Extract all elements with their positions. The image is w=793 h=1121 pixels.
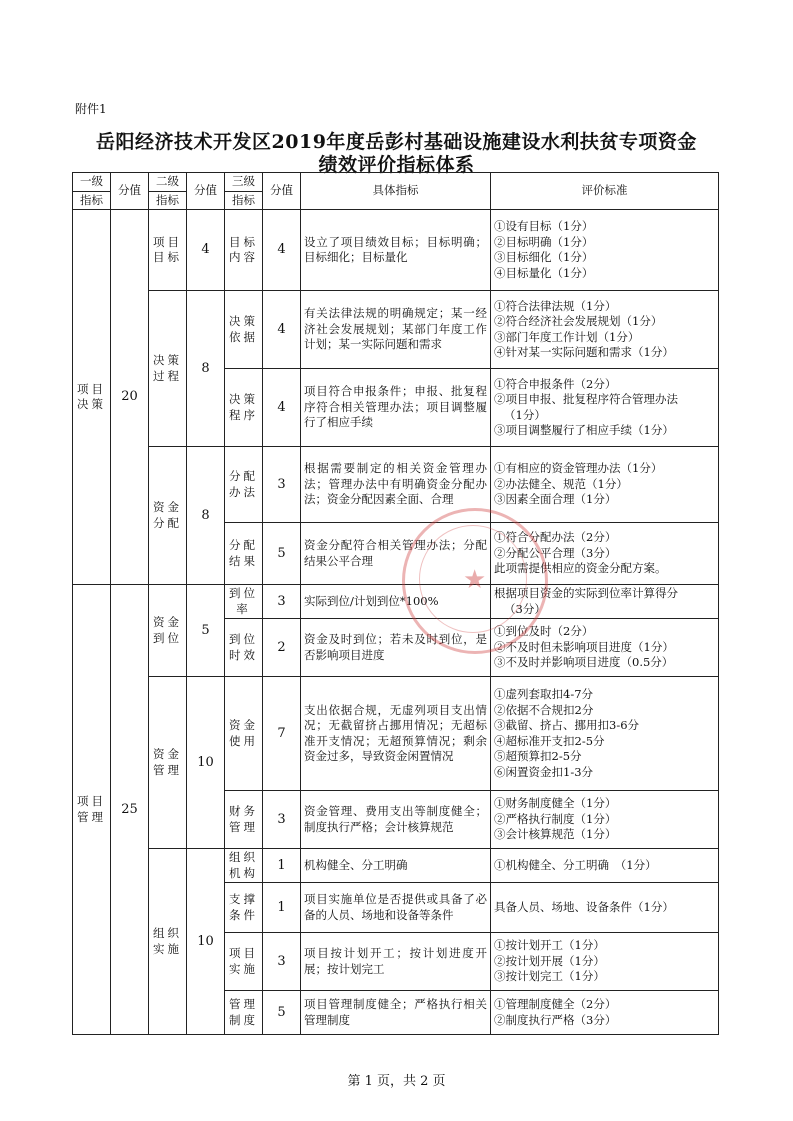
level2-cell: 资金到位 — [149, 585, 187, 677]
level3-score-cell: 3 — [263, 585, 301, 619]
level3-cell: 管理制度 — [225, 991, 263, 1035]
criteria-line: ②不及时但未影响项目进度（1分） — [494, 639, 674, 654]
criteria-line: ③目标细化（1分） — [494, 250, 594, 265]
level3-score-cell: 1 — [263, 849, 301, 883]
level2-score-cell: 4 — [187, 210, 225, 291]
level3-cell: 支撑条件 — [225, 883, 263, 933]
criteria-line: ④目标量化（1分） — [494, 265, 594, 280]
criteria-line: （1分） — [504, 407, 546, 422]
level3-score-cell: 4 — [263, 210, 301, 291]
level2-score-cell: 10 — [187, 677, 225, 849]
criteria-line: ③会计核算规范（1分） — [494, 827, 617, 842]
criteria-cell — [491, 291, 719, 369]
level1-score-cell: 20 — [111, 210, 149, 585]
level3-score-cell: 5 — [263, 523, 301, 585]
level3-cell: 财务管理 — [225, 791, 263, 849]
header-evaluation-criteria: 评价标准 — [491, 173, 719, 210]
level3-cell: 项目实施 — [225, 933, 263, 991]
specific-indicator-cell: 支出依据合规，无虚列项目支出情况；无截留挤占挪用情况；无超标准开支情况；无超预算情况；剩余资金过多，导致资金闲置情况 — [301, 677, 491, 791]
level3-score-cell: 3 — [263, 791, 301, 849]
header-level2-bottom: 指标 — [149, 191, 187, 210]
header-level2-top: 二级 — [149, 173, 187, 192]
criteria-line: ①管理制度健全（2分） — [494, 997, 617, 1012]
level3-cell: 资金使用 — [225, 677, 263, 791]
level2-cell: 资金管理 — [149, 677, 187, 849]
criteria-cell — [491, 585, 719, 619]
header-level1-bottom: 指标 — [73, 191, 111, 210]
criteria-cell — [491, 883, 719, 933]
level3-cell: 决策依据 — [225, 291, 263, 369]
criteria-cell — [491, 523, 719, 585]
level3-cell: 到位时效 — [225, 619, 263, 677]
seal-star-icon: ★ — [463, 565, 487, 595]
table-row — [73, 291, 719, 369]
criteria-line: ③因素全面合理（1分） — [494, 492, 617, 507]
attachment-label: 附件1 — [75, 102, 107, 116]
criteria-line: ①机构健全、分工明确 （1分） — [494, 857, 657, 872]
criteria-line: ②制度执行严格（3分） — [494, 1012, 617, 1027]
criteria-line: ③截留、挤占、挪用扣3-6分 — [494, 718, 640, 733]
table-row — [73, 447, 719, 523]
specific-indicator-cell: 资金管理、费用支出等制度健全；制度执行严格；会计核算规范 — [301, 791, 491, 849]
specific-indicator-cell: 项目按计划开工；按计划进度开展；按计划完工 — [301, 933, 491, 991]
criteria-line: ②按计划开展（1分） — [494, 953, 605, 968]
table-row — [73, 677, 719, 791]
specific-indicator-cell: 实际到位/计划到位*100% — [301, 585, 491, 619]
level2-cell: 决策过程 — [149, 291, 187, 447]
criteria-line: ①符合法律法规（1分） — [494, 298, 617, 313]
level3-score-cell: 7 — [263, 677, 301, 791]
level1-cell: 项目管理 — [73, 585, 111, 1035]
evaluation-index-table — [72, 172, 719, 1035]
header-level3-bottom: 指标 — [225, 191, 263, 210]
criteria-line: ②严格执行制度（1分） — [494, 811, 617, 826]
level3-score-cell: 4 — [263, 291, 301, 369]
level3-score-cell: 3 — [263, 933, 301, 991]
criteria-line: ②办法健全、规范（1分） — [494, 476, 628, 491]
criteria-cell — [491, 447, 719, 523]
level3-score-cell: 3 — [263, 447, 301, 523]
table-row — [73, 849, 719, 883]
criteria-line: ②符合经济社会发展规划（1分） — [494, 314, 663, 329]
criteria-line: 此项需提供相应的资金分配方案。 — [494, 561, 667, 576]
level3-cell: 组织机构 — [225, 849, 263, 883]
criteria-line: ①按计划开工（1分） — [494, 938, 605, 953]
level3-cell: 分配结果 — [225, 523, 263, 585]
criteria-line: ①虚列套取扣4-7分 — [494, 687, 594, 702]
criteria-line: 具备人员、场地、设备条件（1分） — [494, 899, 674, 914]
specific-indicator-cell: 项目符合申报条件；申报、批复程序符合相关管理办法；项目调整履行了相应手续 — [301, 369, 491, 447]
document-title: 岳阳经济技术开发区2019年度岳彭村基础设施建设水利扶贫专项资金 — [96, 131, 697, 153]
specific-indicator-cell: 资金及时到位；若未及时到位，是否影响项目进度 — [301, 619, 491, 677]
header-level1-top: 一级 — [73, 173, 111, 192]
criteria-cell — [491, 619, 719, 677]
criteria-line: ①符合分配办法（2分） — [494, 530, 617, 545]
criteria-line: ④超标准开支扣2-5分 — [494, 733, 605, 748]
level3-cell: 分配办法 — [225, 447, 263, 523]
criteria-line: ②分配公平合理（3分） — [494, 545, 617, 560]
criteria-line: ③不及时并影响项目进度（0.5分） — [494, 655, 674, 670]
specific-indicator-cell: 机构健全、分工明确 — [301, 849, 491, 883]
criteria-line: ①财务制度健全（1分） — [494, 796, 617, 811]
criteria-line: 根据项目资金的实际到位率计算得分 — [494, 586, 678, 601]
level3-cell: 目标内容 — [225, 210, 263, 291]
level1-score-cell: 25 — [111, 585, 149, 1035]
criteria-line: ⑥闲置资金扣1-3分 — [494, 764, 594, 779]
criteria-cell — [491, 369, 719, 447]
criteria-cell — [491, 210, 719, 291]
criteria-line: ③按计划完工（1分） — [494, 969, 605, 984]
criteria-line: ③部门年度工作计划（1分） — [494, 329, 640, 344]
level2-cell: 资金分配 — [149, 447, 187, 585]
level3-cell: 到位率 — [225, 585, 263, 619]
level3-score-cell: 4 — [263, 369, 301, 447]
criteria-cell — [491, 677, 719, 791]
specific-indicator-cell: 项目实施单位是否提供或具备了必备的人员、场地和设备等条件 — [301, 883, 491, 933]
level3-score-cell: 1 — [263, 883, 301, 933]
header-row-1 — [73, 173, 719, 192]
level2-score-cell: 8 — [187, 447, 225, 585]
criteria-line: ②项目申报、批复程序符合管理办法 — [494, 392, 678, 407]
criteria-line: ①有相应的资金管理办法（1分） — [494, 461, 663, 476]
level2-score-cell: 10 — [187, 849, 225, 1035]
table-row — [73, 210, 719, 291]
criteria-line: ①设有目标（1分） — [494, 219, 594, 233]
criteria-cell — [491, 791, 719, 849]
level1-cell: 项目决策 — [73, 210, 111, 585]
header-score2: 分值 — [187, 173, 225, 210]
level3-cell: 决策程序 — [225, 369, 263, 447]
header-score3: 分值 — [263, 173, 301, 210]
level3-score-cell: 5 — [263, 991, 301, 1035]
criteria-cell — [491, 991, 719, 1035]
criteria-line: （3分） — [504, 601, 546, 616]
specific-indicator-cell: 资金分配符合相关管理办法；分配结果公平合理 — [301, 523, 491, 585]
specific-indicator-cell: 根据需要制定的相关资金管理办法；管理办法中有明确资金分配办法；资金分配因素全面、合理 — [301, 447, 491, 523]
level2-cell: 项目目标 — [149, 210, 187, 291]
criteria-cell — [491, 849, 719, 883]
criteria-line: ④针对某一实际问题和需求（1分） — [494, 345, 674, 360]
criteria-line: ③项目调整履行了相应手续（1分） — [494, 423, 674, 438]
level2-score-cell: 8 — [187, 291, 225, 447]
document-subtitle: 绩效评价指标体系 — [318, 154, 475, 176]
criteria-line: ⑤超预算扣2-5分 — [494, 749, 582, 764]
criteria-line: ①到位及时（2分） — [494, 624, 594, 639]
specific-indicator-cell: 有关法律法规的明确规定；某一经济社会发展规划；某部门年度工作计划；某一实际问题和需求 — [301, 291, 491, 369]
table-row — [73, 585, 719, 619]
level2-cell: 组织实施 — [149, 849, 187, 1035]
criteria-line: ①符合申报条件（2分） — [494, 376, 617, 391]
criteria-line: ②依据不合规扣2分 — [494, 702, 594, 717]
specific-indicator-cell: 设立了项目绩效目标；目标明确；目标细化；目标量化 — [301, 210, 491, 291]
criteria-cell — [491, 933, 719, 991]
header-score1: 分值 — [111, 173, 149, 210]
header-level3-top: 三级 — [225, 173, 263, 192]
specific-indicator-cell: 项目管理制度健全；严格执行相关管理制度 — [301, 991, 491, 1035]
level2-score-cell: 5 — [187, 585, 225, 677]
header-specific-indicator: 具体指标 — [301, 173, 491, 210]
level3-score-cell: 2 — [263, 619, 301, 677]
page-footer: 第 1 页，共 2 页 — [347, 1074, 446, 1089]
criteria-line: ②目标明确（1分） — [494, 234, 594, 249]
